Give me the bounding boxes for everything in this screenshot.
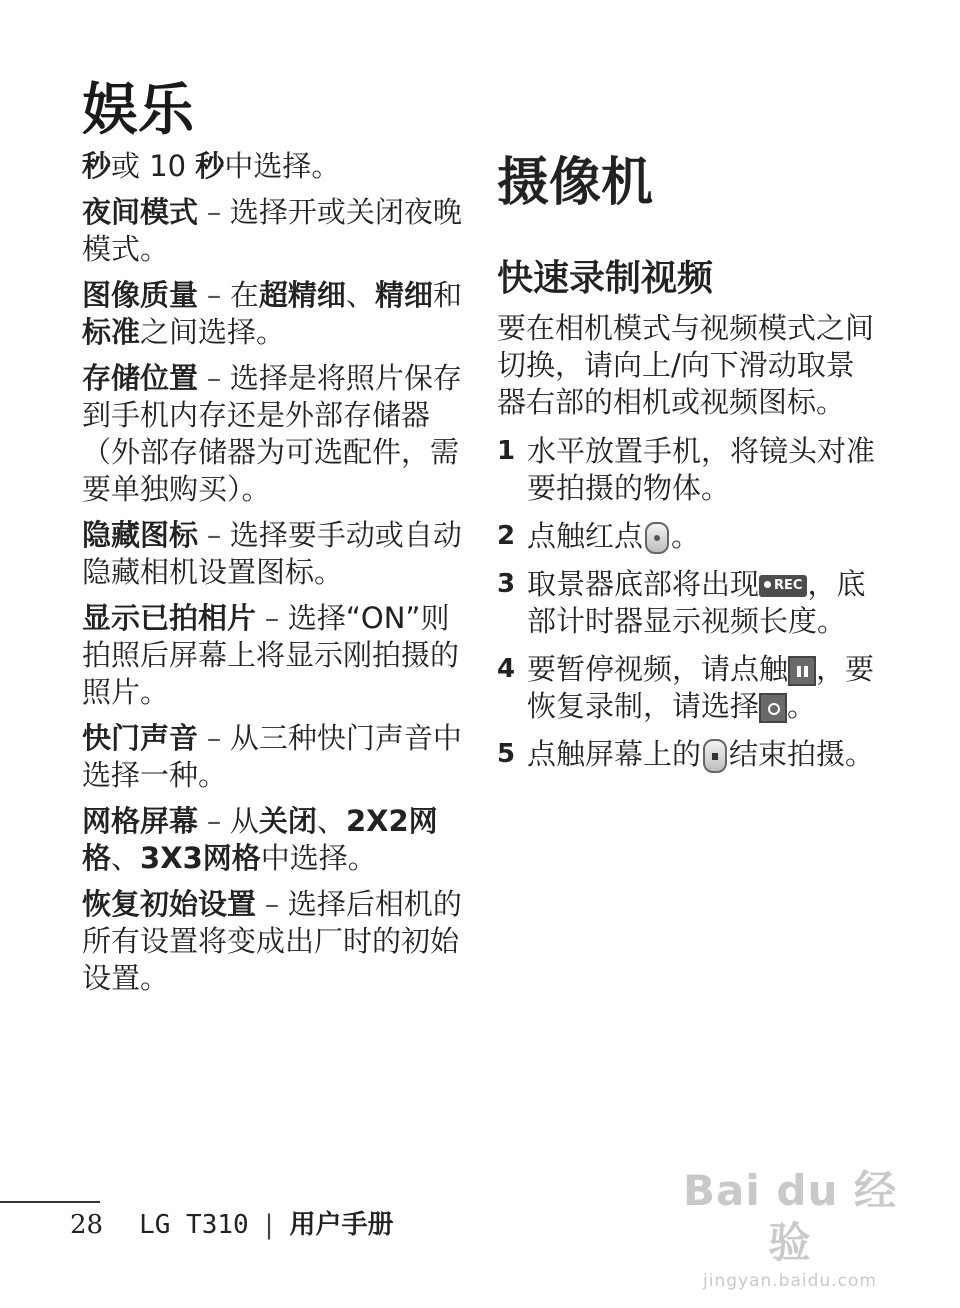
manual-title: 用户手册 — [289, 1210, 394, 1240]
rec-dot-icon — [764, 581, 771, 588]
footer — [70, 1208, 393, 1242]
step-text-segment: 结束拍摄。 — [729, 737, 875, 771]
step-number: 2 — [497, 521, 516, 551]
watermark-url: jingyan.baidu.com — [703, 1271, 877, 1291]
step-item — [497, 433, 877, 507]
intro-paragraph: 要在相机模式与视频模式之间切换，请向上/向下滑动取景器右部的相机或视频图标。 — [497, 311, 875, 419]
step-number: 1 — [497, 436, 516, 466]
step-text-segment: 水平放置手机，将镜头对准要拍摄的物体。 — [527, 434, 876, 505]
step-text-segment: 。 — [671, 519, 701, 553]
setting-text: 在 — [229, 278, 259, 312]
pause-icon — [788, 656, 816, 686]
resume-icon — [759, 693, 787, 723]
bold-option: 标准 — [82, 315, 141, 349]
term-dash: – — [206, 518, 222, 552]
setting-text: 、 — [345, 278, 375, 312]
setting-paragraph — [82, 517, 466, 591]
bold-option: 2X2网格 — [82, 804, 438, 875]
setting-text: 或 10 — [111, 149, 196, 183]
step-item — [497, 651, 877, 725]
setting-paragraph — [82, 194, 466, 268]
step-text — [527, 736, 877, 773]
setting-paragraph — [82, 886, 466, 997]
term-dash: – — [206, 361, 222, 395]
bold-option: 3X3网格 — [140, 841, 261, 875]
watermark-logo: Bai du 经验 — [683, 1166, 897, 1267]
bold-option: 精细 — [374, 278, 433, 312]
setting-term: 图像质量 — [82, 278, 199, 312]
setting-paragraph — [82, 803, 466, 877]
step-item — [497, 518, 877, 555]
setting-term: 夜间模式 — [82, 195, 199, 229]
right-column — [497, 148, 877, 784]
setting-term: 存储位置 — [82, 361, 199, 395]
setting-text: 选择后相机的所有设置将变成出厂时的初始设置。 — [82, 887, 462, 995]
rec-label: REC — [774, 578, 803, 593]
setting-text: 和 — [432, 278, 462, 312]
section-title: 摄像机 — [497, 153, 654, 213]
term-dash: – — [264, 601, 280, 635]
setting-text: 从三种快门声音中选择一种。 — [82, 721, 462, 792]
step-text-segment: 要暂停视频，请点触 — [527, 652, 789, 686]
step-text — [527, 566, 877, 640]
step-text — [527, 433, 877, 507]
setting-text: 选择“ON”则拍照后屏幕上将显示刚拍摄的照片。 — [82, 601, 460, 709]
step-text-segment: ，底部计时器显示视频长度。 — [527, 567, 866, 638]
setting-term: 恢复初始设置 — [82, 887, 257, 921]
bold-option: 关闭 — [258, 804, 317, 838]
term-dash: – — [206, 804, 222, 838]
setting-paragraph — [82, 600, 466, 711]
setting-text: 中选择。 — [260, 841, 377, 875]
step-item — [497, 566, 877, 640]
step-text-segment: 取景器底部将出现 — [527, 567, 760, 601]
setting-text: 中选择。 — [224, 149, 341, 183]
page-number: 28 — [70, 1210, 104, 1240]
setting-term: 快门声音 — [82, 721, 199, 755]
setting-paragraph — [82, 148, 466, 185]
step-text-segment: ，要恢复录制，请选择 — [527, 652, 875, 723]
model-name: LG T310 — [139, 1210, 249, 1240]
setting-text: 选择要手动或自动隐藏相机设置图标。 — [82, 518, 462, 589]
setting-text: 之间选择。 — [140, 315, 286, 349]
term-dash: – — [206, 278, 222, 312]
setting-paragraph — [82, 720, 466, 794]
record-button-icon — [645, 522, 669, 554]
footer-rule — [0, 1201, 100, 1203]
setting-paragraph — [82, 360, 466, 508]
step-item — [497, 736, 877, 773]
setting-text: 、 — [316, 804, 346, 838]
setting-text: 、 — [111, 841, 141, 875]
setting-term: 网格屏幕 — [82, 804, 199, 838]
watermark — [682, 1165, 898, 1293]
step-number: 3 — [497, 569, 516, 599]
step-text — [527, 518, 877, 555]
left-column — [82, 148, 466, 1006]
setting-text: 选择开或关闭夜晚模式。 — [82, 195, 462, 266]
step-text-segment: 。 — [787, 689, 817, 723]
setting-paragraph — [82, 277, 466, 351]
rec-indicator-icon — [759, 575, 807, 597]
step-text — [527, 651, 877, 725]
stop-button-icon — [703, 739, 727, 773]
step-number: 4 — [497, 654, 516, 684]
bold-option: 秒 — [82, 149, 112, 183]
steps-list — [497, 433, 877, 773]
term-dash: – — [206, 721, 222, 755]
setting-text: 选择是将照片保存到手机内存还是外部存储器（外部存储器为可选配件，需要单独购买）。 — [82, 361, 462, 506]
setting-term: 隐藏图标 — [82, 518, 199, 552]
subsection-title: 快速录制视频 — [497, 258, 714, 299]
setting-text: 从 — [229, 804, 259, 838]
term-dash: – — [264, 887, 280, 921]
step-number: 5 — [497, 739, 516, 769]
bold-option: 超精细 — [258, 278, 346, 312]
footer-separator: | — [264, 1210, 274, 1240]
step-text-segment: 点触红点 — [527, 519, 644, 553]
bold-option: 秒 — [195, 149, 225, 183]
step-text-segment: 点触屏幕上的 — [527, 737, 702, 771]
setting-term: 显示已拍相片 — [82, 601, 257, 635]
page-title: 娱乐 — [82, 78, 194, 143]
term-dash: – — [206, 195, 222, 229]
